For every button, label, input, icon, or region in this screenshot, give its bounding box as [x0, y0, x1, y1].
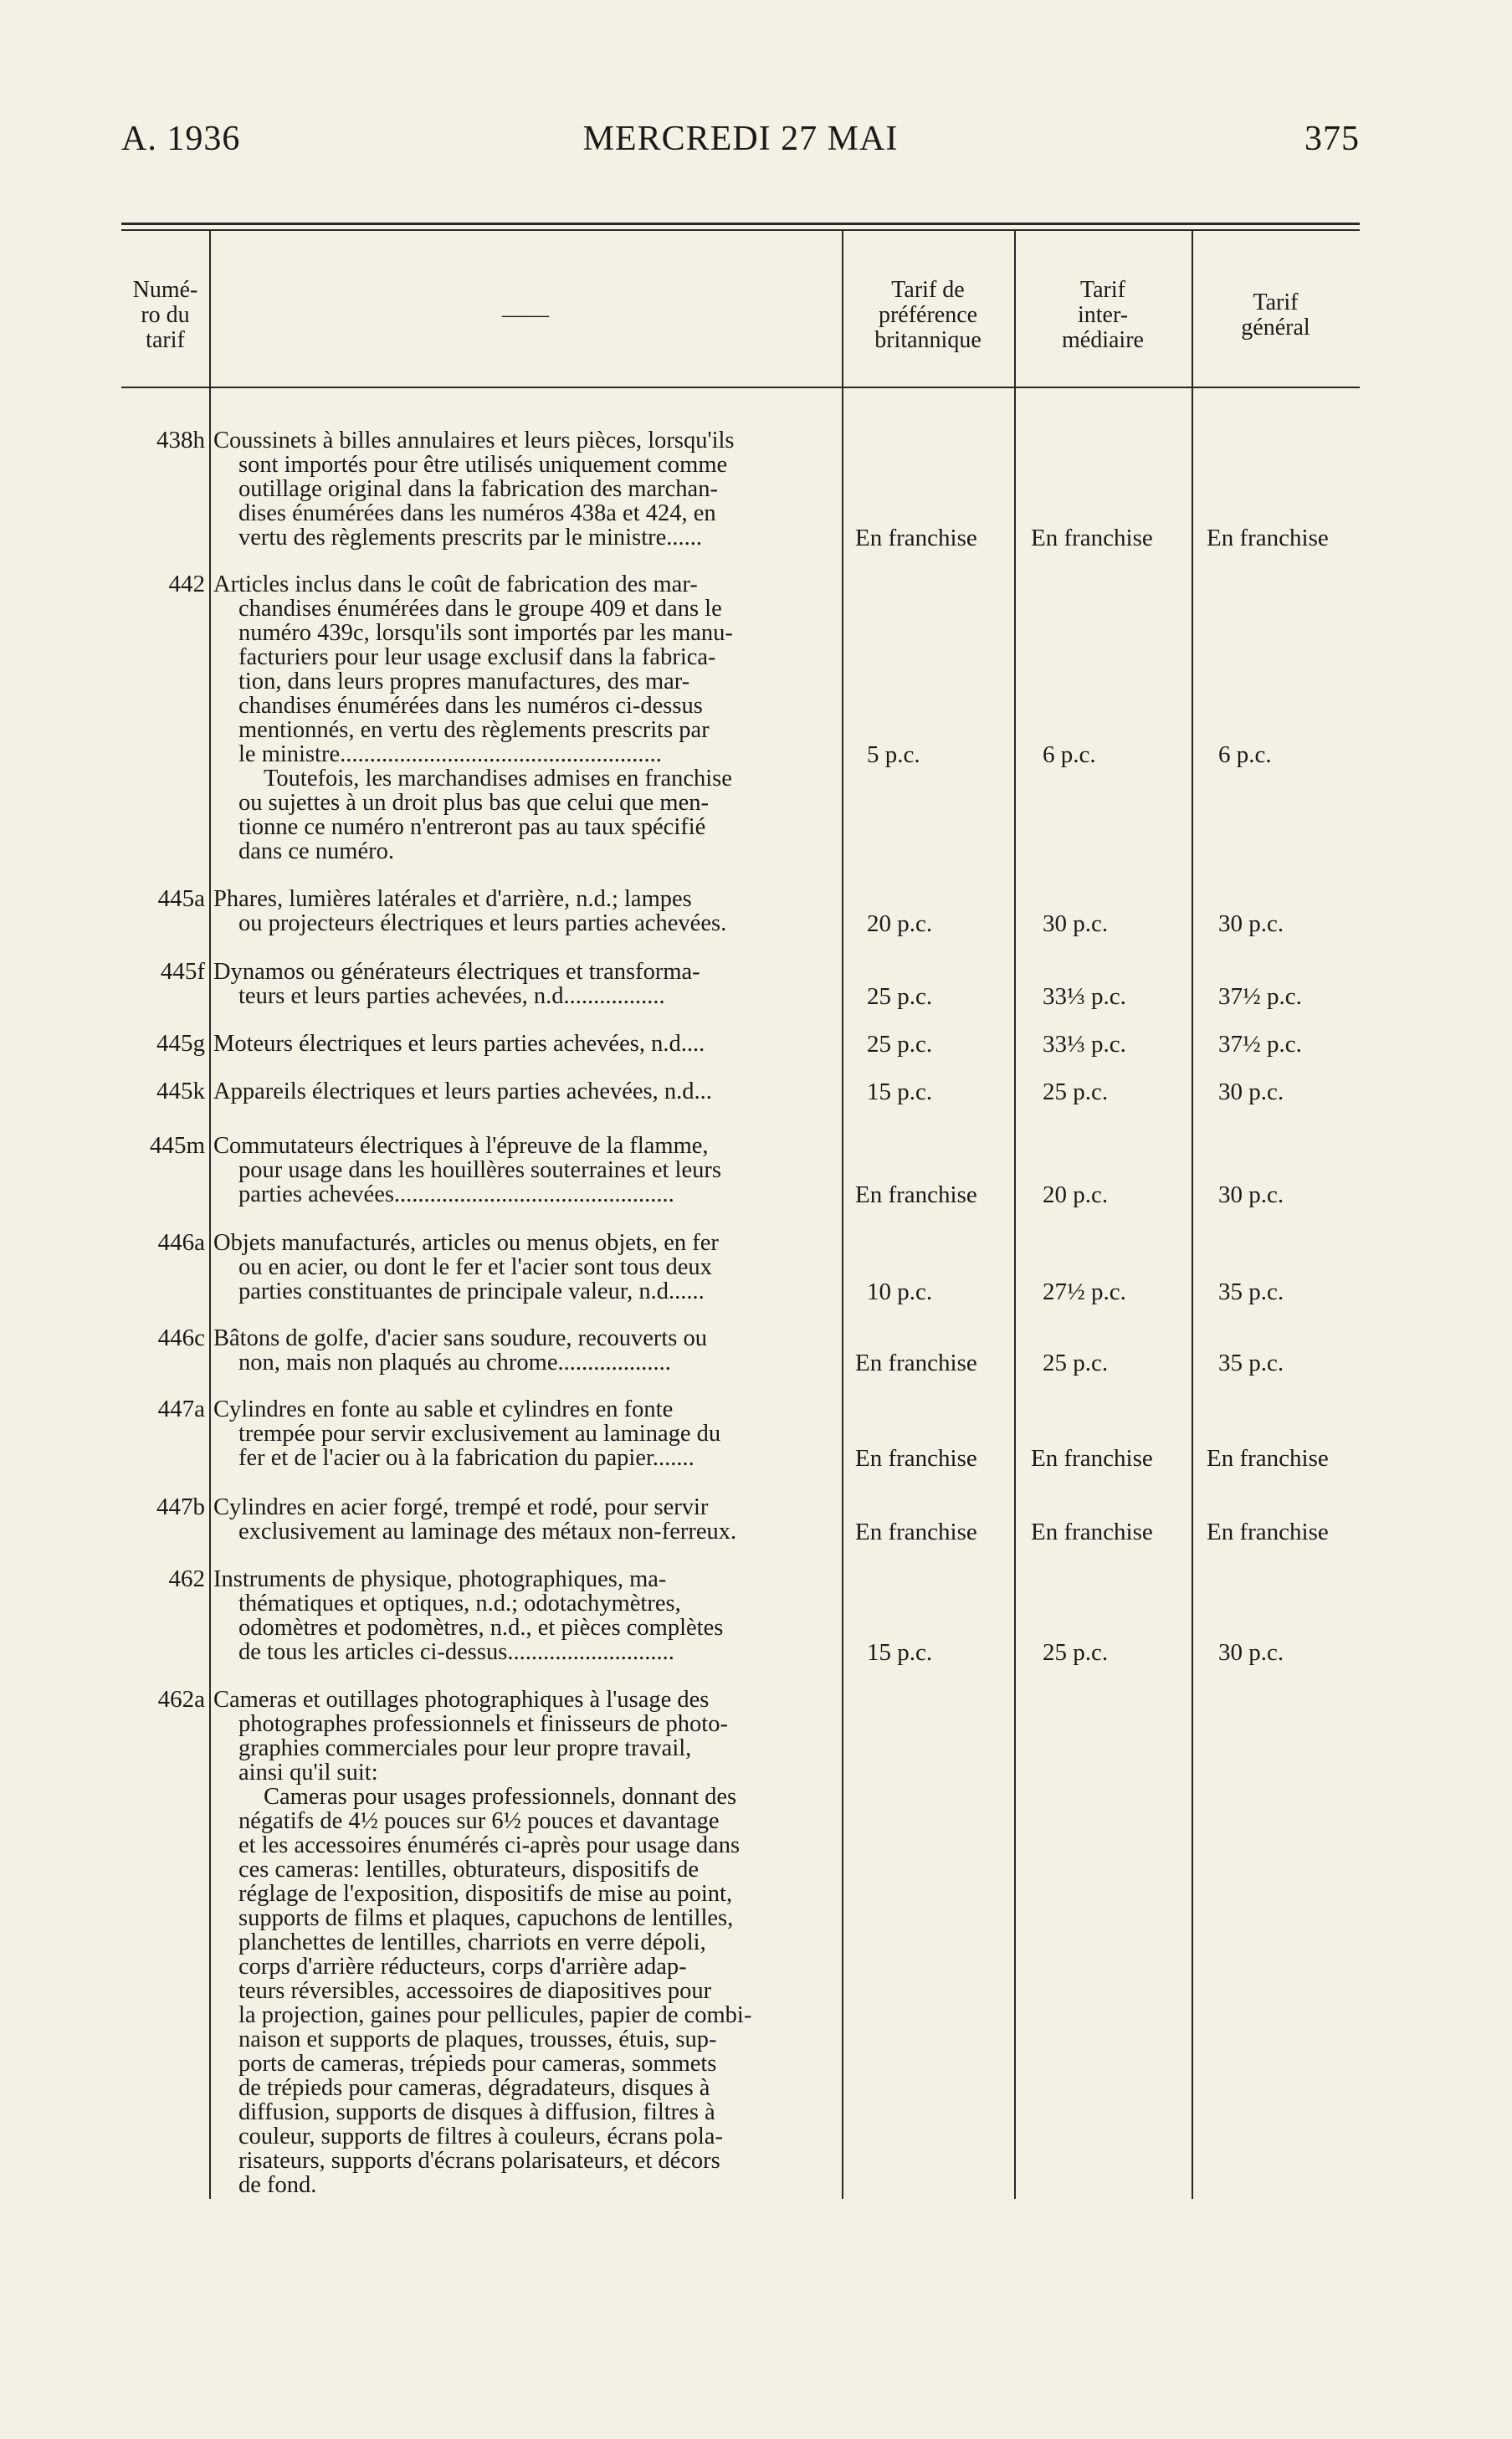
rate-general: 37½ p.c. — [1218, 1031, 1302, 1058]
description-note-line: dans ce numéro. — [238, 839, 394, 863]
description-line: Articles inclus dans le coût de fabrication des mar- — [213, 572, 698, 597]
tariff-number: 445k — [156, 1078, 205, 1104]
rate-general: 37½ p.c. — [1218, 983, 1302, 1010]
description-line: photographes professionnels et finisseurs de photo- — [238, 1712, 728, 1736]
rate-general: En franchise — [1207, 1519, 1329, 1545]
description-note-line: tionne ce numéro n'entreront pas au taux spécifié — [238, 815, 706, 839]
page-year: A. 1936 — [121, 120, 241, 158]
tariff-number: 442 — [168, 571, 205, 597]
description-line: Instruments de physique, photographiques, ma- — [213, 1567, 667, 1591]
description-line: Commutateurs électriques à l'épreuve de la flamme, — [213, 1134, 709, 1158]
description-line: mentionnés, en vertu des règlements prescrits par — [238, 718, 710, 742]
table-top-rule — [121, 223, 1360, 225]
description-line: non, mais non plaqués au chrome................... — [238, 1350, 671, 1375]
rate-intermediate: 33⅓ p.c. — [1043, 1031, 1126, 1058]
description-line: ainsi qu'il suit: — [238, 1760, 378, 1785]
description-line: numéro 439c, lorsqu'ils sont importés par les manu- — [238, 621, 733, 645]
description-line: trempée pour servir exclusivement au laminage du — [238, 1422, 721, 1446]
rate-preferential: En franchise — [855, 1519, 977, 1545]
description-line: parties achevées............................................... — [238, 1182, 674, 1207]
tariff-number: 445f — [160, 958, 205, 985]
description-note-line: couleur, supports de filtres à couleurs, écrans pola- — [238, 2124, 723, 2149]
description-note-line: négatifs de 4½ pouces sur 6½ pouces et davantage — [238, 1809, 720, 1833]
rate-preferential: En franchise — [855, 1445, 977, 1472]
rate-general: 35 p.c. — [1218, 1278, 1284, 1305]
rate-intermediate: En franchise — [1031, 1445, 1153, 1472]
description-note-line: naison et supports de plaques, trousses, étuis, sup- — [238, 2027, 717, 2052]
description-line: parties constituantes de principale valeur, n.d...... — [238, 1279, 705, 1304]
description-line: Moteurs électriques et leurs parties achevées, n.d.... — [213, 1032, 705, 1056]
description-note-line: de trépieds pour cameras, dégradateurs, disques à — [238, 2076, 710, 2100]
rate-preferential: En franchise — [855, 1350, 977, 1376]
tariff-description — [213, 960, 960, 1008]
description-line: graphies commerciales pour leur propre travail, — [238, 1736, 692, 1760]
tariff-description — [213, 1079, 960, 1104]
rate-general: 30 p.c. — [1218, 1079, 1284, 1105]
rate-intermediate: 20 p.c. — [1043, 1181, 1109, 1208]
rate-preferential: 15 p.c. — [867, 1079, 933, 1105]
description-line: ou projecteurs électriques et leurs parties achevées. — [238, 911, 727, 935]
description-note-line: risateurs, supports d'écrans polarisateurs, et décors — [238, 2149, 720, 2173]
tariff-description — [213, 1397, 960, 1470]
tariff-number: 462 — [168, 1565, 205, 1592]
rate-general: 35 p.c. — [1218, 1350, 1284, 1376]
col-header-general: Tarif général — [1241, 290, 1310, 341]
description-line: Coussinets à billes annulaires et leurs pièces, lorsqu'ils — [213, 428, 735, 453]
description-line: tion, dans leurs propres manufactures, des mar- — [238, 669, 690, 694]
description-line: Phares, lumières latérales et d'arrière, n.d.; lampes — [213, 887, 692, 911]
description-line: exclusivement au laminage des métaux non-ferreux. — [238, 1519, 737, 1544]
rate-general: En franchise — [1207, 525, 1329, 551]
description-note-line: teurs réversibles, accessoires de diapositives pour — [238, 1979, 712, 2003]
tariff-number: 445a — [157, 885, 205, 912]
description-note-line: supports de films et plaques, capuchons de lentilles, — [238, 1906, 734, 1930]
description-line: vertu des règlements prescrits par le ministre...... — [238, 525, 702, 550]
description-line: Dynamos ou générateurs électriques et transforma- — [213, 960, 700, 984]
rate-preferential: 10 p.c. — [867, 1278, 933, 1305]
rate-intermediate: En franchise — [1031, 525, 1153, 551]
tariff-description — [213, 1495, 960, 1544]
tariff-number: 445m — [149, 1132, 205, 1159]
description-note-line: diffusion, supports de disques à diffusion, filtres à — [238, 2100, 715, 2124]
rate-preferential: 25 p.c. — [867, 1031, 933, 1058]
rate-preferential: 20 p.c. — [867, 910, 933, 937]
column-divider — [209, 231, 211, 2199]
description-note-line: de fond. — [238, 2173, 317, 2197]
col-header-number: Numé- ro du tarif — [132, 277, 198, 353]
rate-intermediate: 25 p.c. — [1043, 1350, 1109, 1376]
description-line: facturiers pour leur usage exclusif dans la fabrica- — [238, 645, 716, 669]
description-line: ou en acier, ou dont le fer et l'acier sont tous deux — [238, 1255, 712, 1279]
description-line: sont importés pour être utilisés uniquement comme — [238, 453, 728, 477]
tariff-number: 446a — [157, 1229, 205, 1256]
rate-preferential: 15 p.c. — [867, 1639, 933, 1666]
description-line: Cameras et outillages photographiques à l'usage des — [213, 1688, 710, 1712]
page-number: 375 — [1304, 120, 1360, 158]
tariff-number: 446c — [157, 1325, 205, 1351]
description-line: chandises énumérées dans les numéros ci-dessus — [238, 694, 703, 718]
tariff-description — [213, 1688, 960, 2197]
description-line: Cylindres en acier forgé, trempé et rodé, pour servir — [213, 1495, 709, 1519]
tariff-number: 447b — [156, 1494, 205, 1520]
col-header-preferential: Tarif de préférence britannique — [874, 277, 982, 353]
rate-preferential: En franchise — [855, 525, 977, 551]
tariff-description — [213, 1231, 960, 1304]
page-header — [121, 119, 1360, 166]
description-line: chandises énumérées dans le groupe 409 et dans le — [238, 597, 722, 621]
description-line: outillage original dans la fabrication des marchan- — [238, 477, 718, 501]
rate-general: 30 p.c. — [1218, 1181, 1284, 1208]
rate-general: En franchise — [1207, 1445, 1329, 1472]
tariff-description — [213, 887, 960, 935]
description-line: Appareils électriques et leurs parties achevées, n.d... — [213, 1079, 712, 1104]
description-line: de tous les articles ci-dessus............................ — [238, 1640, 674, 1664]
rate-general: 30 p.c. — [1218, 1639, 1284, 1666]
rate-intermediate: 25 p.c. — [1043, 1639, 1109, 1666]
description-line: pour usage dans les houillères souterraines et leurs — [238, 1158, 721, 1182]
description-line: odomètres et podomètres, n.d., et pièces complètes — [238, 1616, 724, 1640]
description-note-line: réglage de l'exposition, dispositifs de mise au point, — [238, 1882, 733, 1906]
rate-intermediate: 25 p.c. — [1043, 1079, 1109, 1105]
description-note-line: planchettes de lentilles, charriots en verre dépoli, — [238, 1930, 706, 1955]
tariff-number: 462a — [157, 1686, 205, 1713]
rate-general: 30 p.c. — [1218, 910, 1284, 937]
description-note-line: Toutefois, les marchandises admises en franchise — [264, 766, 732, 791]
rate-general: 6 p.c. — [1218, 741, 1272, 768]
tariff-number: 438h — [156, 427, 205, 453]
tariff-description — [213, 428, 960, 550]
table-top-rule-double — [121, 229, 1360, 231]
description-note-line: et les accessoires énumérés ci-après pour usage dans — [238, 1833, 741, 1857]
description-line: fer et de l'acier ou à la fabrication du papier....... — [238, 1446, 694, 1470]
description-note-line: la projection, gaines pour pellicules, papier de combi- — [238, 2003, 752, 2027]
description-line: thématiques et optiques, n.d.; odotachymètres, — [238, 1591, 681, 1616]
tariff-description — [213, 1326, 960, 1375]
tariff-description — [213, 1134, 960, 1207]
rate-intermediate: 33⅓ p.c. — [1043, 983, 1126, 1010]
rate-preferential: 25 p.c. — [867, 983, 933, 1010]
description-note-line: ports de cameras, trépieds pour cameras, sommets — [238, 2052, 717, 2076]
description-note-line: corps d'arrière réducteurs, corps d'arrière adap- — [238, 1955, 687, 1979]
rate-preferential: En franchise — [855, 1181, 977, 1208]
table-header-rule — [121, 387, 1360, 388]
tariff-description — [213, 1032, 960, 1056]
tariff-number: 447a — [157, 1396, 205, 1422]
description-line: Bâtons de golfe, d'acier sans soudure, recouverts ou — [213, 1326, 707, 1350]
description-line: Objets manufacturés, articles ou menus objets, en fer — [213, 1231, 719, 1255]
description-note-line: ou sujettes à un droit plus bas que celui que men- — [238, 791, 709, 815]
description-line: teurs et leurs parties achevées, n.d................. — [238, 984, 665, 1008]
rate-intermediate: En franchise — [1031, 1519, 1153, 1545]
description-line: dises énumérées dans les numéros 438a et 424, en — [238, 501, 716, 525]
description-note-line: ces cameras: lentilles, obturateurs, dispositifs de — [238, 1857, 700, 1882]
tariff-description — [213, 1567, 960, 1664]
tariff-number: 445g — [156, 1030, 205, 1057]
tariff-description — [213, 572, 960, 863]
rate-intermediate: 30 p.c. — [1043, 910, 1109, 937]
description-note-line: Cameras pour usages professionnels, donnant des — [264, 1785, 737, 1809]
description-line: Cylindres en fonte au sable et cylindres en fonte — [213, 1397, 674, 1422]
rate-preferential: 5 p.c. — [867, 741, 920, 768]
page-date: MERCREDI 27 MAI — [582, 120, 899, 158]
col-header-description: —— — [502, 302, 549, 328]
rate-intermediate: 6 p.c. — [1043, 741, 1096, 768]
col-header-intermediate: Tarif inter- médiaire — [1062, 277, 1144, 353]
rate-intermediate: 27½ p.c. — [1043, 1278, 1126, 1305]
description-line: le ministre...................................................... — [238, 742, 662, 766]
